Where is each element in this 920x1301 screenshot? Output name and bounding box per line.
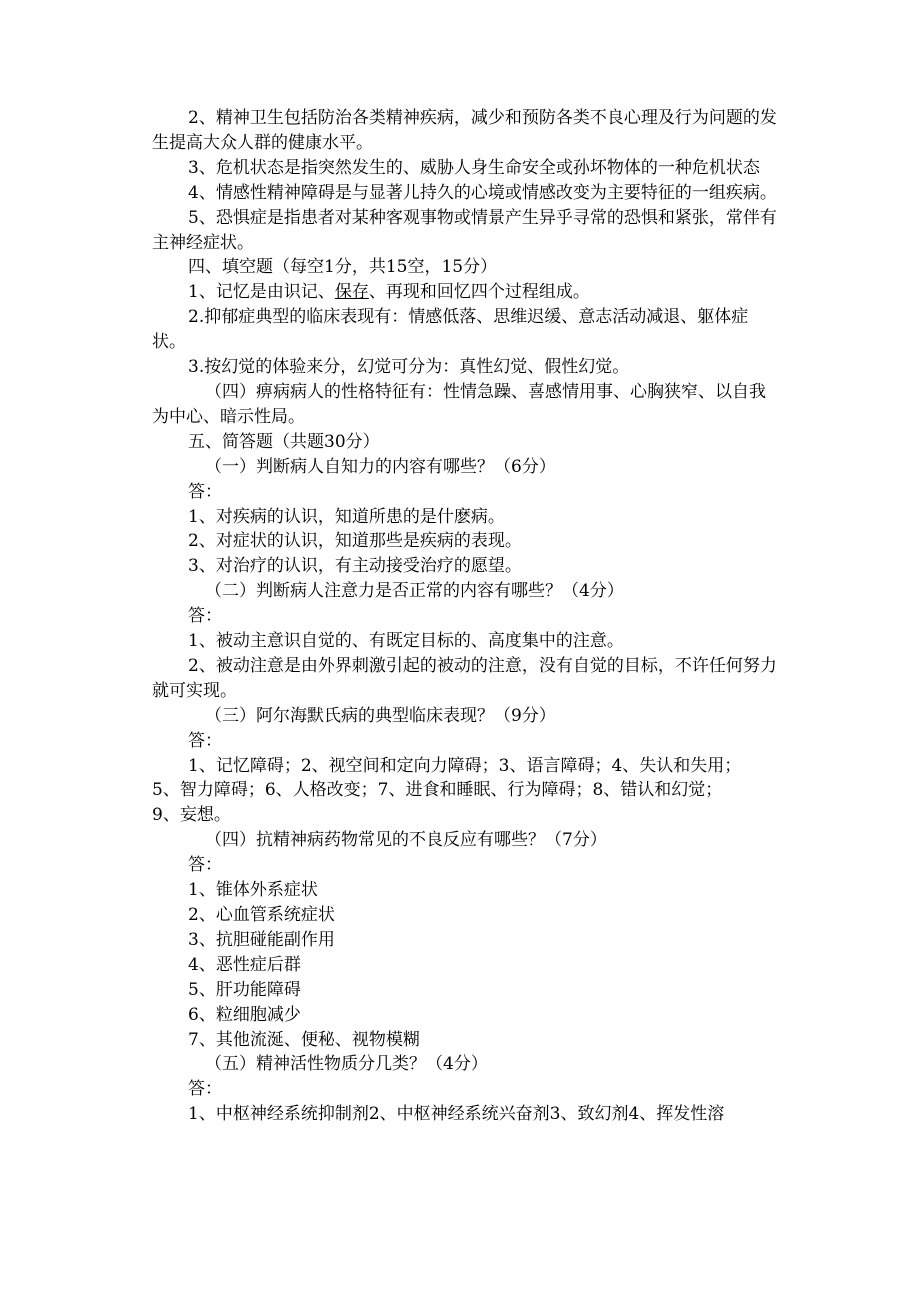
answer-label: 答： (188, 855, 222, 876)
fill-question-4: （四）痹病病人的性格特征有：性情急躁、喜感情用事、心胸狭窄、以自我为中心、暗示性局。 (152, 381, 766, 427)
fill-question-2: 2.抑郁症典型的临床表现有：情感低落、思维迟缓、意志活动减退、躯体症状。 (152, 307, 749, 353)
judgement-item: 2、精神卫生包括防治各类精神疾病，减少和预防各类不良心理及行为问题的发生提高大众人群的健康水平。 (152, 108, 777, 153)
answer-item: 6、粒细胞减少 (188, 1004, 301, 1025)
judgement-item: 5、恐惧症是指患者对某种客观事物或情景产生异乎寻常的恐惧和紧张，常伴有主神经症状。 (152, 207, 777, 253)
answer-item: 7、其他流涎、便秘、视物模糊 (188, 1029, 420, 1050)
answer-item: 1、对疾病的认识，知道所患的是什麽病。 (188, 506, 505, 527)
answer-line: 5、智力障碍；6、人格改变；7、进食和睡眠、行为障碍；8、错认和幻觉； (152, 780, 723, 801)
answer-line: 9、妄想。 (152, 805, 231, 826)
fill-section-title: 四、填空题（每空1分，共15空，15分） (188, 257, 498, 278)
fill-q1-underlined: 保存 (334, 282, 369, 303)
answer-label: 答： (188, 1079, 222, 1100)
short-question-5: （五）精神活性物质分几类？（4分） (205, 1054, 488, 1075)
answer-item: 5、肝功能障碍 (188, 979, 301, 1000)
short-question-2: （二）判断病人注意力是否正常的内容有哪些？（4分） (205, 581, 624, 602)
short-question-4: （四）抗精神病药物常见的不良反应有哪些？（7分） (205, 830, 607, 851)
fill-q1-before: 1、记忆是由识记、 (188, 282, 335, 303)
answer-label: 答： (188, 730, 222, 751)
short-question-3: （三）阿尔海默氏病的典型临床表现？（9分） (205, 705, 556, 726)
short-question-1: （一）判断病人自知力的内容有哪些？（6分） (205, 456, 556, 477)
judgement-item: 4、情感性精神障碍是与显著儿持久的心境或情感改变为主要特征的一组疾病。 (188, 182, 777, 203)
answer-label: 答： (188, 481, 222, 502)
fill-question-1 (152, 280, 782, 305)
answer-item: 3、抗胆碰能副作用 (188, 929, 335, 950)
short-section-title: 五、简答题（共题30分） (188, 431, 380, 452)
answer-item: 2、被动注意是由外界刺激引起的被动的注意，没有自觉的目标，不许任何努力就可实现。 (152, 655, 777, 701)
answer-line: 1、中枢神经系统抑制剂2、中枢神经系统兴奋剂3、致幻剂4、挥发性溶 (188, 1104, 725, 1125)
document-body (152, 106, 782, 1127)
fill-question-3: 3.按幻觉的体验来分，幻觉可分为：真性幻觉、假性幻觉。 (188, 357, 630, 378)
answer-item: 1、被动主意识自觉的、有既定目标的、高度集中的注意。 (188, 631, 624, 652)
fill-q1-after: 、再现和回忆四个过程组成。 (368, 282, 590, 303)
answer-item: 1、锥体外系症状 (188, 880, 318, 901)
answer-line: 1、记忆障碍；2、视空间和定向力障碍；3、语言障碍；4、失认和失用； (188, 755, 742, 776)
answer-item: 3、对治疗的认识，有主动接受治疗的愿望。 (188, 556, 522, 577)
answer-item: 2、心血管系统症状 (188, 905, 335, 925)
judgement-item: 3、危机状态是指突然发生的、威胁人身生命安全或孙坏物体的一种危机状态 (188, 157, 760, 178)
answer-item: 2、对症状的认识，知道那些是疾病的表现。 (188, 531, 522, 552)
answer-label: 答： (188, 606, 222, 627)
answer-item: 4、恶性症后群 (188, 954, 301, 975)
